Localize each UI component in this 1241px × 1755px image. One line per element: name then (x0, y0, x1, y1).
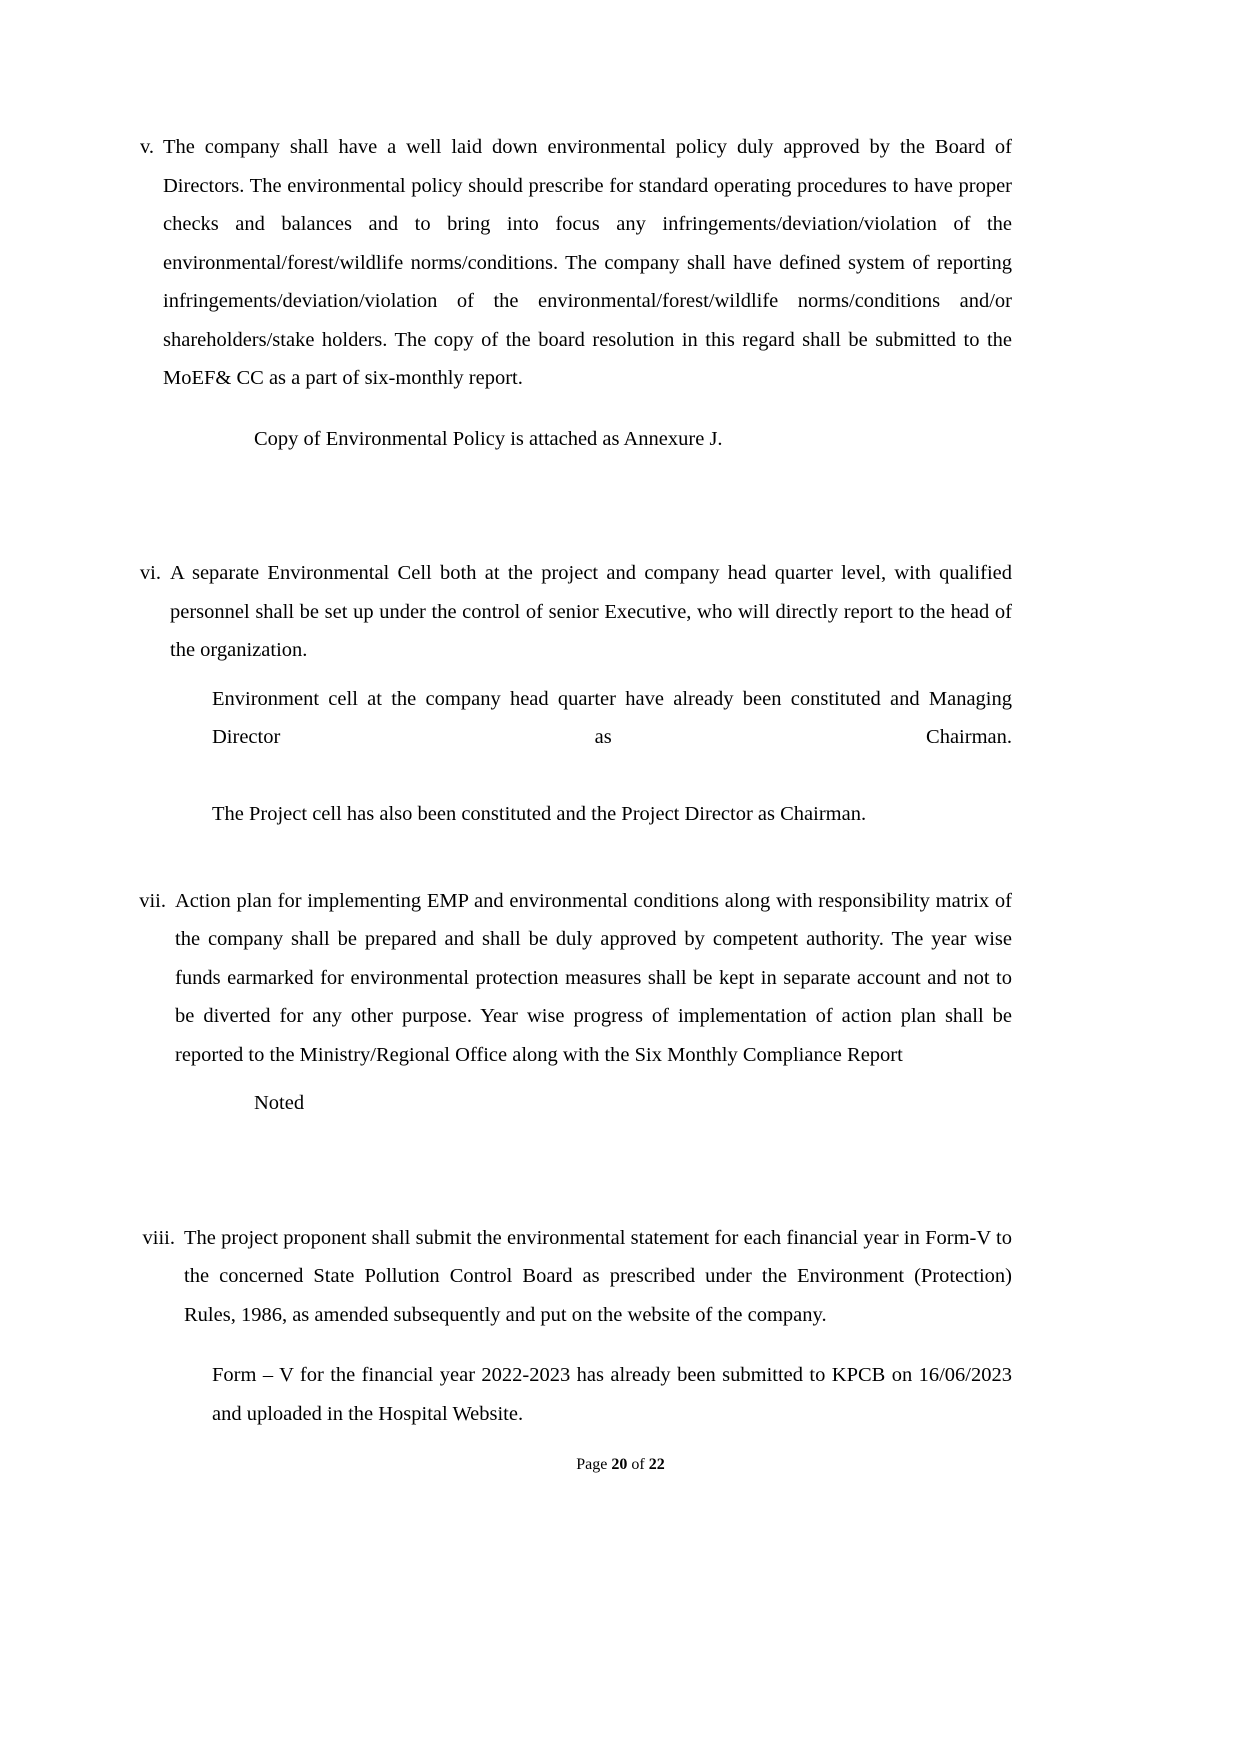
spacer (128, 1334, 1012, 1356)
clause-vi-text: A separate Environmental Cell both at the project and company head quarter level, with qualified personnel shall be set up under the control of senior Executive, who will directly report to the head of the organization. (170, 562, 1012, 661)
clause-vii-response: Noted (254, 1092, 305, 1114)
page-content (128, 128, 1012, 1433)
clause-vii-marker: vii. (139, 889, 166, 912)
clause-v-text: The company shall have a well laid down environmental policy duly approved by the Board of Directors. The environmental policy should prescribe for standard operating procedures to have proper checks and balances and to bring into focus any infringements/deviation/violation of the environmental/forest/wildlife norms/conditions. The company shall have defined system of reporting infringements/deviation/violation of the environmental/forest/wildlife norms/conditions and/or shareholders/stake holders. The copy of the board resolution in this regard shall be submitted to the MoEF& CC as a part of six-monthly report. (163, 136, 1012, 389)
footer-prefix: Page (576, 1456, 612, 1473)
clause-viii-marker: viii. (142, 1226, 175, 1249)
clause-vii-text: Action plan for implementing EMP and environmental conditions along with responsibility matrix of the company shall be prepared and shall be duly approved by competent authority. The year wise funds earmarked for environmental protection measures shall be kept in separate account and not to be diverted for any other purpose. Year wise progress of implementation of action plan shall be reported to the Ministry/Regional Office along with the Six Monthly Compliance Report (175, 889, 1012, 1066)
footer-page-number: 20 (611, 1456, 628, 1473)
clause-viii-response: Form – V for the financial year 2022-2023 has already been submitted to KPCB on 16/06/2023 and uploaded in the Hospital Website. (212, 1364, 1012, 1425)
clause-vi-response-2: The Project cell has also been constituted and the Project Director as Chairman. (212, 803, 867, 825)
clause-v (128, 128, 1012, 398)
spacer (128, 1074, 1012, 1084)
footer-middle: of (627, 1456, 649, 1473)
clause-vi-marker: vi. (139, 562, 161, 584)
spacer (128, 398, 1012, 420)
clause-vi (128, 554, 1012, 670)
clause-viii (128, 1219, 1012, 1335)
clause-vi-response-1: Environment cell at the company head quarter have already been constituted and Managing Director as Chairman. (212, 687, 1012, 748)
clause-v-response: Copy of Environmental Policy is attached as Annexure J. (254, 427, 723, 450)
clause-vi-response-block (128, 680, 1012, 834)
clause-vii (128, 882, 1012, 1075)
clause-viii-response-block (128, 1356, 1012, 1433)
spacer (128, 1123, 1012, 1219)
footer-total-pages: 22 (648, 1456, 665, 1473)
spacer (128, 834, 1012, 882)
spacer (128, 670, 1012, 680)
clause-v-marker: v. (139, 136, 154, 158)
clause-viii-text: The project proponent shall submit the environmental statement for each financial year in Form-V to the concerned State Pollution Control Board as prescribed under the Environment (Protection) Rules, 1986, as amended subsequently and put on the website of the company. (184, 1226, 1012, 1326)
spacer (128, 458, 1012, 554)
page-footer (0, 1456, 1241, 1474)
